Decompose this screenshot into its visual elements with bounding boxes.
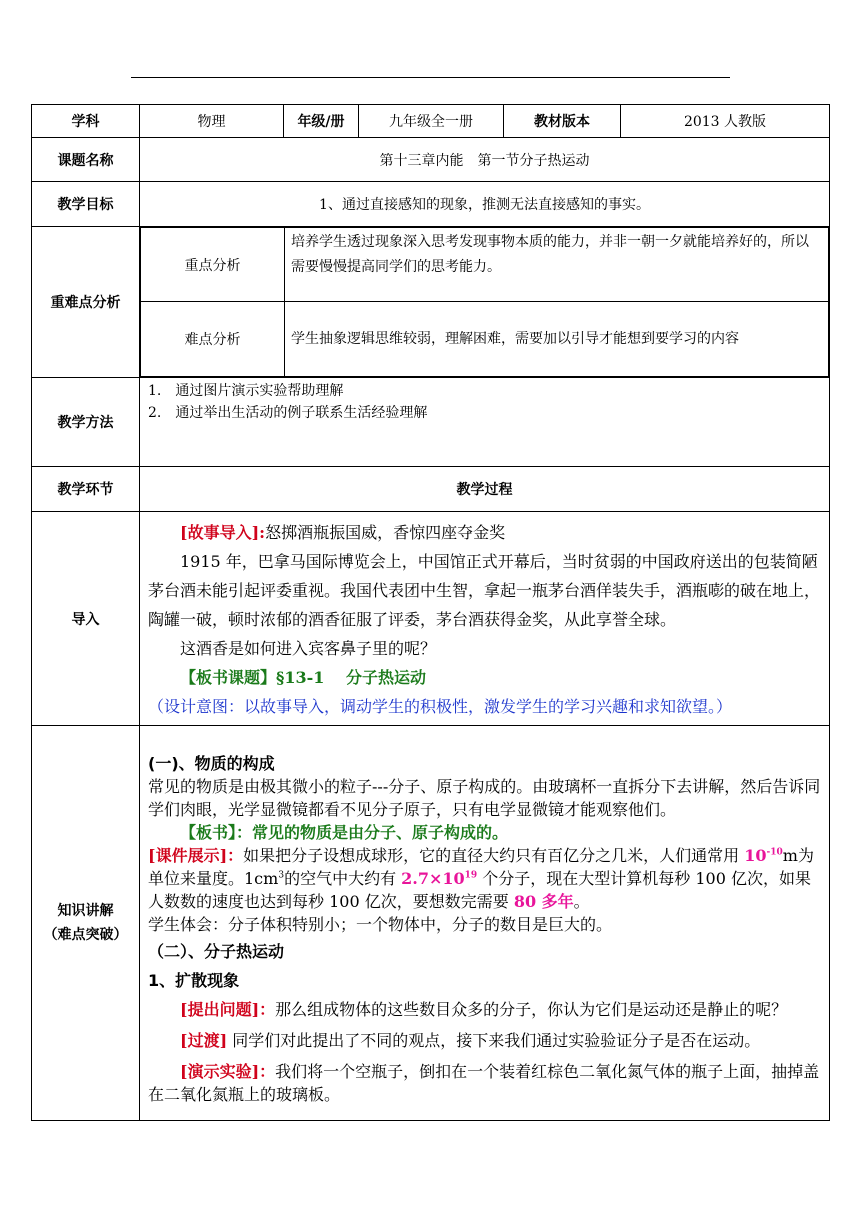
student-experience: 学生体会：分子体积特别小；一个物体中，分子的数目是巨大的。 [148, 915, 613, 934]
knowledge-row [32, 726, 830, 1121]
show-text: 个分子，现在大型计算机每秒 100 亿次，如果人数数的速度也达到每秒 100 亿次，要想数完需要 [148, 869, 812, 911]
show-exponent: 3 [278, 870, 285, 881]
show-text: 如果把分子设想成球形，它的直径大约只有百亿分之几米，人们通常用 [243, 846, 745, 865]
difficulty-label: 重难点分析 [32, 227, 140, 378]
intro-label: 导入 [32, 512, 140, 726]
goal-value: 1、通过直接感知的现象，推测无法直接感知的事实。 [140, 182, 830, 227]
grade-value: 九年级全一册 [359, 105, 504, 138]
knowledge-label-line2: （难点突破） [43, 927, 128, 943]
show-text: m为单位来量度。1cm [148, 846, 814, 888]
show-tag: [课件展示]： [148, 846, 244, 865]
ask-question [148, 998, 821, 1021]
method-label: 教学方法 [32, 378, 140, 467]
story-line [148, 518, 821, 547]
key-analysis-label: 重点分析 [141, 228, 285, 302]
meta-row [32, 105, 830, 138]
grade-label: 年级/册 [284, 105, 359, 138]
show-exponent: 19 [464, 870, 478, 881]
knowledge-content [140, 726, 829, 1110]
knowledge-label [32, 726, 140, 1121]
story-title: 怒掷酒瓶振国威，香惊四座夺金奖 [265, 523, 506, 542]
stage-label: 教学环节 [32, 467, 140, 512]
demo-text: 我们将一个空瓶子，倒扣在一个装着红棕色二氧化氮气体的瓶子上面，抽掉盖在二氧化氮瓶上的玻璃板。 [148, 1062, 820, 1104]
board-title: 【板书课题】§13-1 分子热运动 [180, 668, 426, 687]
show-text: 的空气中大约有 [284, 869, 402, 888]
demo-experiment [148, 1060, 821, 1106]
show-exponent: -10 [766, 847, 783, 858]
edition-label: 教材版本 [504, 105, 621, 138]
method-item: 2. 通过举出生活动的例子联系生活经验理解 [148, 405, 428, 421]
lesson-plan-table [31, 104, 830, 1121]
show-text: 。 [573, 892, 590, 911]
ask-text: 那么组成物体的这些数目众多的分子，你认为它们是运动还是静止的呢？ [275, 1000, 788, 1019]
hard-analysis-label: 难点分析 [141, 302, 285, 377]
story-question: 这酒香是如何进入宾客鼻子里的呢？ [180, 639, 437, 658]
key-analysis-text: 培养学生透过现象深入思考发现事物本质的能力，并非一朝一夕就能培养好的，所以需要慢慢提高同学们的思考能力。 [285, 228, 829, 302]
courseware-show [148, 844, 821, 913]
show-number: 2.7×10 [401, 869, 465, 888]
subject-label: 学科 [32, 105, 140, 138]
topic-label: 课题名称 [32, 138, 140, 182]
difficulty-subtable [140, 227, 829, 377]
show-number: 10 [744, 846, 767, 865]
story-paragraph: 1915 年，巴拿马国际博览会上，中国馆正式开幕后，当时贫弱的中国政府送出的包装简陋茅台酒未能引起评委重视。我国代表团中生智，拿起一瓶茅台酒佯装失手，酒瓶嘭的破在地上，陶罐一破，顿时浓郁的酒香征服了评委，茅台酒获得金奖，从此享誉全球。 [148, 552, 821, 629]
story-tag: [故事导入]: [180, 523, 266, 542]
method-row [32, 378, 830, 467]
section1-title: (一)、物质的构成 [148, 754, 275, 773]
transition [148, 1029, 821, 1052]
topic-value: 第十三章内能 第一节分子热运动 [140, 138, 830, 182]
demo-tag: [演示实验]： [180, 1062, 276, 1081]
sub1-title: 1、扩散现象 [148, 971, 240, 990]
intro-row [32, 512, 830, 726]
goal-label: 教学目标 [32, 182, 140, 227]
topic-row [32, 138, 830, 182]
transition-text: 同学们对此提出了不同的观点，接下来我们通过实验验证分子是否在运动。 [227, 1031, 761, 1050]
goal-row [32, 182, 830, 227]
edition-value: 2013 人教版 [621, 105, 830, 138]
process-label: 教学过程 [140, 467, 830, 512]
board-note: 【板书】：常见的物质是由分子、原子构成的。 [180, 823, 509, 842]
header-rule [131, 77, 730, 78]
stage-row [32, 467, 830, 512]
hard-analysis-text: 学生抽象逻辑思维较弱，理解困难，需要加以引导才能想到要学习的内容 [285, 302, 829, 377]
subject-value: 物理 [140, 105, 284, 138]
show-years: 80 多年 [513, 892, 574, 911]
knowledge-label-line1: 知识讲解 [57, 903, 114, 919]
ask-tag: [提出问题]： [180, 1000, 276, 1019]
section1-paragraph: 常见的物质是由极其微小的粒子---分子、原子构成的。由玻璃杯一直拆分下去讲解，然后告诉同学们肉眼，光学显微镜都看不见分子原子，只有电学显微镜才能观察他们。 [148, 777, 821, 819]
difficulty-row [32, 227, 830, 378]
section2-title: （二）、分子热运动 [148, 942, 285, 961]
intro-content [140, 512, 829, 725]
design-note: （设计意图：以故事导入，调动学生的积极性，激发学生的学习兴趣和求知欲望。） [148, 697, 733, 716]
method-item: 1. 通过图片演示实验帮助理解 [148, 383, 344, 399]
transition-tag: [过渡] [180, 1031, 228, 1050]
